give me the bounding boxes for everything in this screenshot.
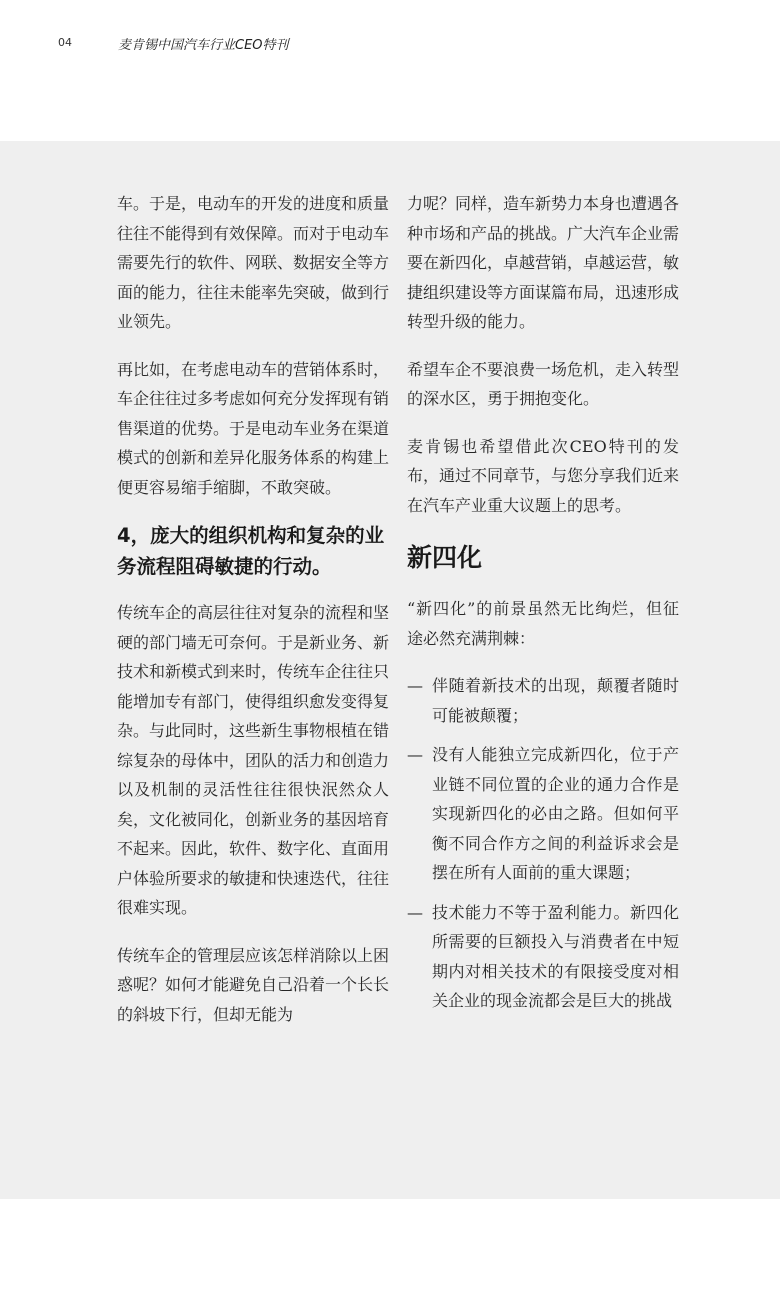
- list-item-text: 没有人能独立完成新四化，位于产业链不同位置的企业的通力合作是实现新四化的必由之路。但如何平衡不同合作方之间的利益诉求会是摆在所有人面前的重大课题；: [432, 745, 679, 882]
- list-item: [407, 898, 679, 1016]
- paragraph: 传统车企的管理层应该怎样消除以上困惑呢？如何才能避免自己沿着一个长长的斜坡下行，但却无能为: [117, 945, 390, 1024]
- paragraph: 希望车企不要浪费一场危机，走入转型的深水区，勇于拥抱变化。: [407, 359, 680, 408]
- list-item-text: 伴随着新技术的出现，颠覆者随时可能被颠覆；: [432, 676, 679, 725]
- list-item-text: 技术能力不等于盈利能力。新四化所需要的巨额投入与消费者在中短期内对相关技术的有限接受度对相关企业的现金流都会是巨大的挑战: [432, 902, 679, 1010]
- list-item: [407, 740, 679, 888]
- page-footer: [0, 1199, 780, 1299]
- page-number: 04: [58, 36, 72, 49]
- subheading-organization: 4，庞大的组织机构和复杂的业务流程阻碍敏捷的行动。: [117, 524, 385, 578]
- dash-bullet-icon: —: [407, 902, 423, 922]
- paragraph: 再比如，在考虑电动车的营销体系时，车企往往过多考虑如何充分发挥现有销售渠道的优势。于是电动车业务在渠道模式的创新和差异化服务体系的构建上便更容易缩手缩脚，不敢突破。: [117, 359, 390, 497]
- paragraph: 麦肯锡也希望借此次CEO特刊的发布，通过不同章节，与您分享我们近来在汽车产业重大议题上的思考。: [407, 436, 680, 515]
- paragraph: 车。于是，电动车的开发的进度和质量往往不能得到有效保障。而对于电动车需要先行的软件、网联、数据安全等方面的能力，往往未能率先突破，做到行业领先。: [117, 194, 390, 331]
- right-column: [407, 189, 679, 1026]
- bullet-list: [407, 671, 679, 1016]
- intro-paragraph: “新四化”的前景虽然无比绚烂，但征途必然充满荆棘：: [407, 599, 679, 648]
- publication-title: 麦肯锡中国汽车行业CEO特刊: [118, 38, 289, 53]
- page-header: [0, 0, 780, 141]
- left-column: [117, 189, 389, 1047]
- dash-bullet-icon: —: [407, 745, 423, 764]
- paragraph: 力呢？同样，造车新势力本身也遭遇各种市场和产品的挑战。广大汽车企业需要在新四化，卓越营销，卓越运营，敏捷组织建设等方面谋篇布局，迅速形成转型升级的能力。: [407, 194, 680, 331]
- paragraph: 传统车企的高层往往对复杂的流程和坚硬的部门墙无可奈何。于是新业务、新技术和新模式到来时，传统车企往往只能增加专有部门，使得组织愈发变得复杂。与此同时，这些新生事物根植在错综复杂的母体中，团队的活力和创造力以及机制的灵活性往往很快泯然众人矣，文化被同化，创新业务的基因培育不起来。因此，软件、数字化、直面用户体验所要求的敏捷和快速迭代，往往很难实现。: [117, 603, 390, 917]
- content-area: [0, 141, 780, 1199]
- section-heading: 新四化: [407, 543, 483, 572]
- list-item: [407, 671, 679, 730]
- dash-bullet-icon: —: [407, 676, 423, 695]
